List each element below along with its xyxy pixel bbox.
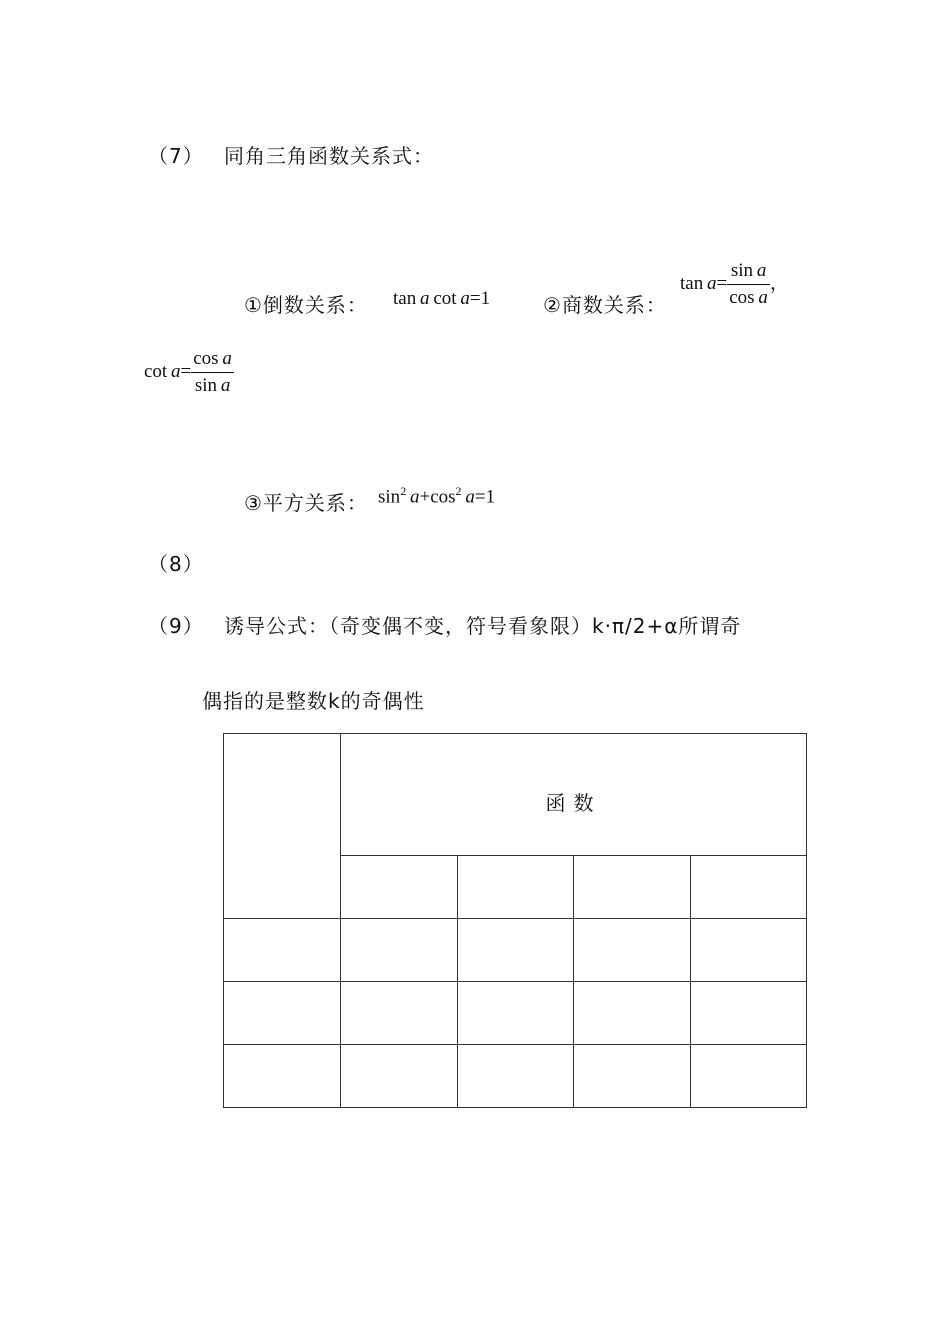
- table-cell: [691, 919, 807, 982]
- table-subheader-cell: [574, 856, 691, 919]
- table-row: [224, 982, 807, 1045]
- induction-formula-table: [223, 733, 807, 1108]
- table-cell: [341, 982, 458, 1045]
- table-row: [224, 1045, 807, 1108]
- reciprocal-label: ①倒数关系：: [244, 293, 368, 317]
- table-cell: [574, 982, 691, 1045]
- table-cell: [458, 982, 574, 1045]
- reciprocal-formula: tan a cot a=1: [393, 288, 491, 309]
- item-9-number: （9）: [148, 614, 204, 638]
- tan-fraction: $\frac{\text{sin a}}{\text{cos a}}$: [729, 260, 768, 308]
- item-9-line-2: 偶指的是整数k的奇偶性: [202, 689, 425, 713]
- quotient-label: ②商数关系：: [543, 293, 667, 317]
- table-row: [224, 919, 807, 982]
- table-cell: [691, 1045, 807, 1108]
- item-7-number: （7）: [148, 144, 204, 168]
- cot-quotient-formula: cot a= $\frac{\text{cos a}}{\text{sin a}}$: [144, 348, 232, 396]
- table-cell: [691, 982, 807, 1045]
- table-cell: [574, 1045, 691, 1108]
- table-cell: [458, 919, 574, 982]
- table-subheader-cell: [691, 856, 807, 919]
- item-8-number: （8）: [148, 552, 204, 576]
- item-9-line-1: 诱导公式：（奇变偶不变，符号看象限）k·π/2+α所谓奇: [224, 614, 742, 638]
- table-cell: [458, 1045, 574, 1108]
- table-header-function: 函数: [341, 734, 807, 856]
- table-cell: [574, 919, 691, 982]
- table-corner-cell: [224, 734, 341, 919]
- square-label: ③平方关系：: [244, 491, 368, 515]
- table-cell: [224, 982, 341, 1045]
- item-7-heading: 同角三角函数关系式：: [224, 144, 434, 168]
- table-subheader-cell: [341, 856, 458, 919]
- table-cell: [341, 919, 458, 982]
- tan-quotient-formula: tan a= $\frac{\text{sin a}}{\text{cos a}}$ ，: [680, 260, 789, 308]
- cot-fraction: $\frac{\text{cos a}}{\text{sin a}}$: [193, 348, 232, 396]
- table-cell: [224, 919, 341, 982]
- table-subheader-cell: [458, 856, 574, 919]
- square-formula: $\sin^2 a+\cos^2$ a=1: [378, 484, 496, 508]
- table-cell: [224, 1045, 341, 1108]
- table-cell: [341, 1045, 458, 1108]
